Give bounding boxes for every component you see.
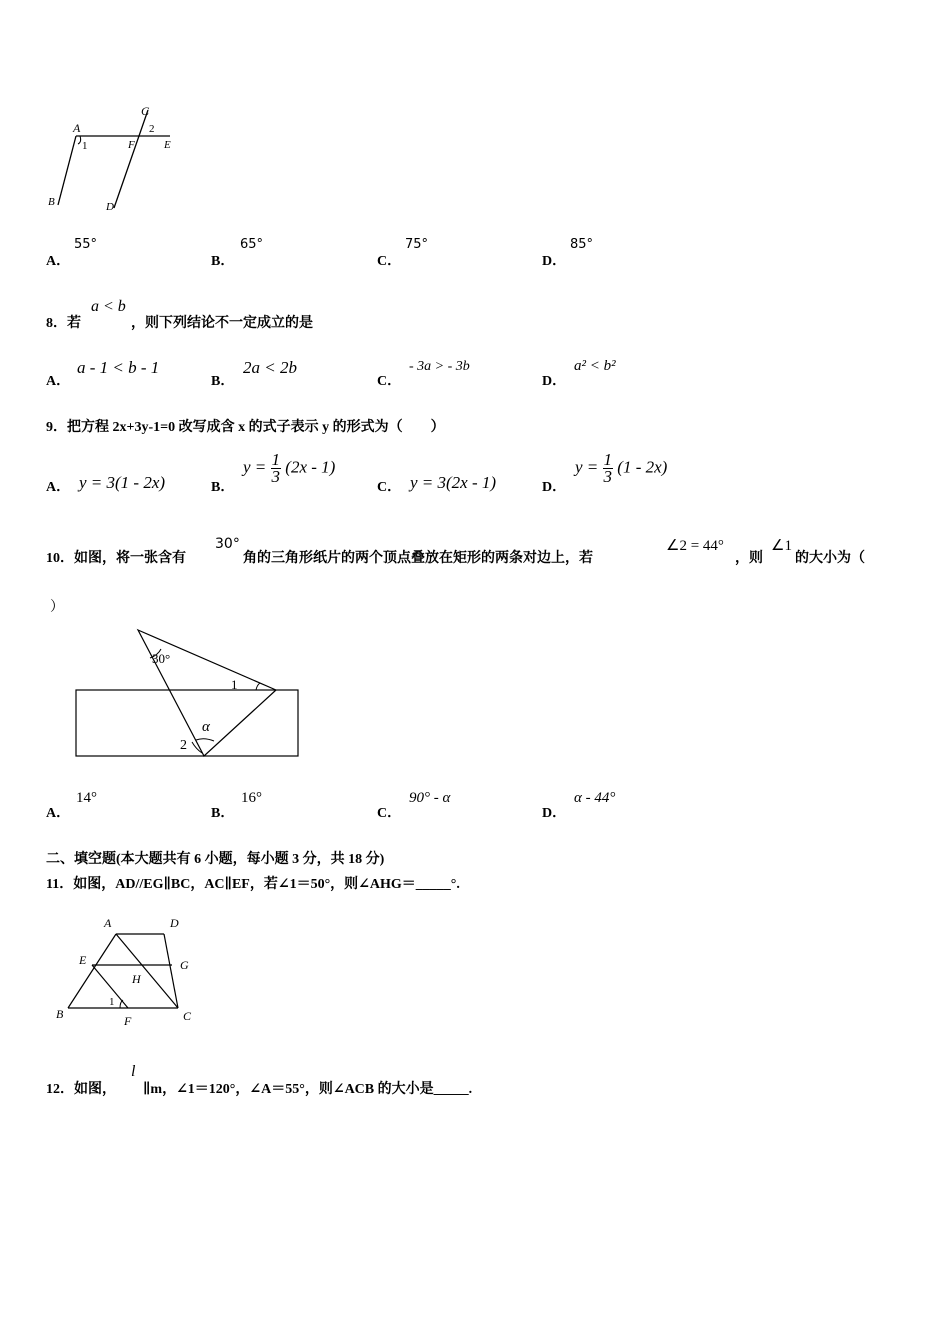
q9-option-a-value: y = 3(1 - 2x)	[79, 473, 166, 492]
q12-prefix: 12．如图，	[46, 1082, 116, 1097]
q8-option-c-letter: C．	[377, 374, 402, 389]
label-g: G	[180, 958, 189, 972]
label-1: 1	[109, 996, 115, 1008]
label-1: 1	[82, 140, 88, 152]
label-2: 2	[180, 738, 187, 753]
line-cd	[114, 110, 148, 208]
label-a: A	[73, 121, 81, 135]
q9-d-lhs: y =	[575, 457, 599, 477]
q9-option-c-letter: C．	[377, 480, 402, 495]
q10-angle-1: ∠1	[771, 538, 792, 554]
label-f: F	[128, 139, 135, 151]
q11-text: 11．如图，AD//EG∥BC，AC∥EF，若∠1＝50°，则∠AHG＝_____°.	[46, 877, 460, 892]
q7-option-b-letter: B．	[211, 254, 235, 269]
q12-text: ∥m，∠1＝120°，∠A＝55°，则∠ACB 的大小是_____.	[143, 1082, 473, 1097]
label-d: D	[106, 201, 114, 213]
q10-option-a-letter: A．	[46, 806, 71, 821]
angle-1-arc	[78, 136, 81, 144]
question-10-figure	[70, 625, 310, 765]
q9-b-rhs: (2x - 1)	[285, 457, 336, 477]
line-ab	[58, 136, 76, 205]
label-e: E	[164, 139, 171, 151]
q8-suffix: ，则下列结论不一定成立的是	[131, 316, 313, 331]
q8-option-d-letter: D．	[542, 374, 567, 389]
q8-option-a-letter: A．	[46, 374, 71, 389]
line-dc	[164, 934, 178, 1008]
q10-option-d-value: α - 44°	[574, 790, 616, 806]
q9-b-fraction: $\frac{1}{3}$	[271, 450, 281, 486]
q7-option-d-letter: D．	[542, 254, 567, 269]
label-c: C	[141, 104, 150, 118]
line-ac	[116, 934, 178, 1008]
q9-option-d-letter: D．	[542, 480, 567, 495]
q10-option-b-value: 16°	[241, 790, 262, 806]
label-d: D	[170, 916, 179, 930]
angle-alpha-arc	[196, 739, 214, 741]
angle-1-arc	[256, 683, 260, 690]
label-f: F	[124, 1014, 132, 1028]
q10-angle-30: 30°	[215, 536, 240, 552]
q9-option-b-letter: B．	[211, 480, 235, 495]
q7-option-a-letter: A．	[46, 254, 71, 269]
triangle	[138, 630, 276, 756]
label-2: 2	[149, 123, 155, 135]
q10-part4: 的大小为（	[795, 551, 865, 566]
q9-option-a-letter: A．	[46, 480, 71, 495]
q12-line-l: l	[131, 1063, 136, 1080]
q9-option-c-value: y = 3(2x - 1)	[410, 473, 497, 492]
q9-b-lhs: y =	[243, 457, 267, 477]
label-b: B	[48, 196, 55, 208]
q10-option-b-letter: B．	[211, 806, 235, 821]
q7-option-c-letter: C．	[377, 254, 402, 269]
q10-option-d-letter: D．	[542, 806, 567, 821]
q10-option-a-value: 14°	[76, 790, 97, 806]
label-c: C	[183, 1009, 192, 1023]
q7-option-c-value: 75°	[405, 237, 429, 252]
q9-text: 9．把方程 2x+3y-1=0 改写成含 x 的式子表示 y 的形式为（ ）	[46, 420, 445, 435]
q9-option-b-value	[243, 452, 335, 485]
q7-option-b-value: 65°	[240, 237, 264, 252]
q10-part1: 10．如图，将一张含有	[46, 551, 186, 566]
q10-close-paren: ）	[50, 600, 64, 615]
q9-option-d-value	[575, 452, 667, 485]
q8-option-c-value: - 3a > - 3b	[409, 359, 470, 374]
q8-option-a-value: a - 1 < b - 1	[77, 358, 160, 377]
question-11-figure	[50, 910, 210, 1035]
label-alpha: α	[202, 719, 210, 735]
q10-part2: 角的三角形纸片的两个顶点叠放在矩形的两条对边上，若	[243, 551, 593, 566]
q10-option-c-letter: C．	[377, 806, 402, 821]
q10-part3: ，则	[735, 551, 763, 566]
q9-d-rhs: (1 - 2x)	[617, 457, 668, 477]
q9-d-fraction: $\frac{1}{3}$	[603, 450, 613, 486]
label-30: 30°	[152, 651, 171, 666]
label-a: A	[104, 916, 112, 930]
q8-option-b-value: 2a < 2b	[243, 358, 297, 377]
q7-option-a-value: 55°	[74, 237, 98, 252]
label-e: E	[79, 953, 87, 967]
q10-condition: ∠2 = 44°	[666, 538, 724, 554]
section-2-title: 二、填空题(本大题共有 6 小题，每小题 3 分，共 18 分)	[46, 852, 385, 867]
q8-prefix: 8．若	[46, 316, 81, 331]
q8-option-d-value: a² < b²	[574, 358, 616, 374]
label-1: 1	[231, 677, 238, 692]
q8-condition: a < b	[91, 298, 126, 315]
q10-option-c-value: 90° - α	[409, 790, 451, 806]
label-b: B	[56, 1007, 64, 1021]
question-7-figure	[40, 100, 190, 218]
q8-option-b-letter: B．	[211, 374, 235, 389]
label-h: H	[132, 972, 141, 986]
q7-option-d-value: 85°	[570, 237, 594, 252]
